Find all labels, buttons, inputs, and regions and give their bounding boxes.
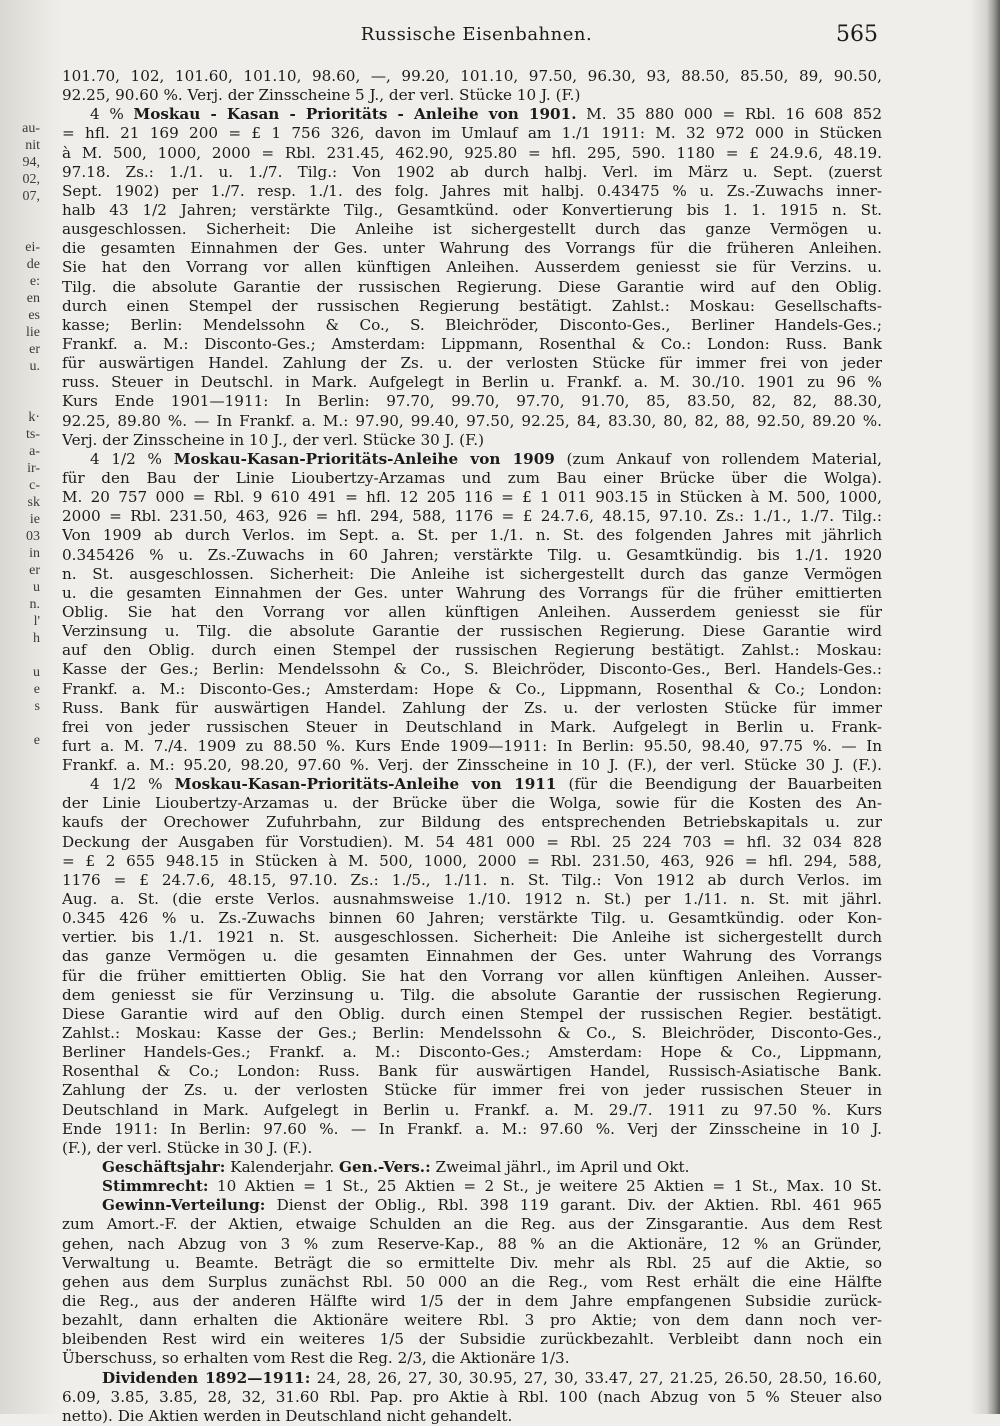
text-line — [62, 718, 882, 737]
text-line — [62, 220, 882, 239]
text-line — [62, 1081, 882, 1100]
text-run: ausgeschlossen. Sicherheit: Die Anleihe ist sichergestellt durch das ganze Vermögen u. — [62, 220, 882, 239]
text-line — [62, 201, 882, 220]
text-line — [62, 890, 882, 909]
text-run: kasse; Berlin: Mendelssohn & Co., S. Bleichröder, Disconto-Ges., Berliner Handels-Ges.; — [62, 315, 882, 334]
text-line — [62, 680, 882, 699]
text-line — [62, 660, 882, 679]
text-run: russ. Steuer in Deutschl. in Mark. Aufgelegt in Berlin u. Frankf. a. M. 30./10. 1901 zu 96 % — [62, 373, 882, 392]
text-line — [62, 1330, 882, 1349]
text-line — [62, 469, 882, 488]
text-run: Überschuss, so erhalten vom Rest die Reg. 2/3, die Aktionäre 1/3. — [62, 1349, 570, 1368]
body-text — [62, 67, 882, 1426]
text-line — [62, 1062, 882, 1081]
text-run: Zweimal jährl., im April und Okt. — [430, 1158, 690, 1177]
text-run: das ganze Vermögen u. die gesamten Einnahmen der Ges. unter Wahrung des Vorrangs — [62, 947, 882, 966]
text-line — [62, 584, 882, 603]
text-run: à M. 500, 1000, 2000 = Rbl. 231.45, 462.90, 925.80 = hfl. 295, 590. 1180 = £ 24.9.6, 48.19. — [62, 143, 882, 162]
margin-fragment: a- — [29, 444, 40, 459]
text-run: 4 1/2 % — [90, 775, 175, 794]
text-run: 6.09, 3.85, 3.85, 28, 32, 31.60 Rbl. Pap. pro Aktie à Rbl. 100 (nach Abzug von 5 % Steuer also — [62, 1387, 882, 1406]
text-line — [62, 86, 882, 105]
margin-fragment — [0, 392, 40, 409]
text-line — [62, 1369, 882, 1388]
section-heading: Dividenden 1892—1911: — [102, 1368, 311, 1387]
text-run: für den Bau der Linie Lioubertzy-Arzamas und zum Bau einer Brücke über die Wolga). — [62, 468, 882, 487]
text-line — [62, 392, 882, 411]
text-run: 0.345 426 % u. Zs.-Zuwachs binnen 60 Jahren; verstärkte Tilg. u. Gesamtkündig. oder Kon- — [62, 909, 882, 928]
margin-fragment: en — [26, 291, 40, 306]
margin-fragment: e — [33, 682, 40, 697]
text-run: dem geniesst sie für Verzinsung u. Tilg. die absolute Garantie der russischen Regierung. — [62, 985, 882, 1004]
margin-fragment: c- — [29, 478, 40, 493]
text-run: die Reg., aus der anderen Hälfte wird 1/5 der in dem Jahre empfangenen Subsidie zurück- — [62, 1292, 882, 1310]
text-run: für auswärtigen Handel. Zahlung der Zs. u. der verlosten Stücke für immer frei von jeder — [62, 354, 882, 373]
text-run: 24, 28, 26, 27, 30, 30.95, 27, 30, 33.47, 27, 21.25, 26.50, 28.50, 16.60, — [310, 1368, 882, 1387]
text-line — [62, 488, 882, 507]
text-run: (F.), der verl. Stücke in 30 J. (F.). — [62, 1138, 313, 1157]
text-run: Sept. 1902) per 1./7. resp. 1./1. des folg. Jahres mit halbj. 0.43475 % u. Zs.-Zuwachs inner- — [62, 181, 882, 200]
text-run: 1176 = £ 24.7.6, 48.15, 97.10. Zs.: 1./5., 1./11. n. St. Tilg.: Von 1912 ab durch Verlos. im — [62, 870, 882, 889]
text-run: auf den Oblig. durch einen Stempel der russischen Regierung bestätigt. Zahlst.: Moskau: — [62, 641, 882, 660]
margin-fragment: 94, — [22, 155, 40, 170]
text-line — [62, 526, 882, 545]
text-line — [62, 947, 882, 966]
text-line — [62, 297, 882, 316]
text-run: 92.25, 89.80 %. — In Frankf. a. M.: 97.90, 99.40, 97.50, 92.25, 84, 83.30, 80, 82, 88, 92.50, 89.20 %. — [62, 411, 882, 430]
text-run: Russ. Bank für auswärtigen Handel. Zahlung der Zs. u. der verlosten Stücke für immer — [62, 698, 882, 717]
text-run: Frankf. a. M.: Disconto-Ges.; Amsterdam: Lippmann, Rosenthal & Co.: London: Russ. Bank — [62, 334, 882, 353]
text-line — [62, 756, 882, 775]
margin-fragment: u — [33, 580, 40, 595]
text-line — [62, 278, 882, 297]
text-run: 97.18. Zs.: 1./1. u. 1./7. Tilg.: Von 1902 ab durch halbj. Verl. im März u. Sept. (zuerst — [62, 162, 882, 181]
margin-fragment: de — [26, 257, 40, 272]
text-line — [62, 105, 882, 124]
margin-fragment: u — [33, 665, 40, 680]
text-run: Verwaltung u. Beamte. Beträgt die so ermittelte Div. mehr als Rbl. 25 auf die Aktie, so — [62, 1253, 882, 1272]
text-run: furt a. M. 7./4. 1909 zu 88.50 %. Kurs Ende 1909—1911: In Berlin: 95.50, 98.40, 97.75 %. — In — [62, 736, 882, 755]
margin-fragment — [0, 222, 40, 239]
text-line — [62, 622, 882, 641]
text-line — [62, 182, 882, 201]
adjacent-page-margin-fragments — [0, 120, 40, 749]
text-run: Kalenderjahr. — [225, 1158, 340, 1177]
margin-fragment: 02, — [22, 172, 40, 187]
text-run: halb 43 1/2 Jahren; verstärkte Tilg., Gesamtkünd. oder Konvertierung bis 1. 1. 1915 n. St. — [62, 200, 882, 219]
margin-fragment — [0, 647, 40, 664]
text-run: Frankf. a. M.: 95.20, 98.20, 97.60 %. Verj. der Zinsscheine in 10 J. (F.), der verl. Stücke 30 J. (F.). — [62, 756, 882, 775]
text-run: = £ 2 655 948.15 in Stücken à M. 500, 1000, 2000 = Rbl. 231.50, 463, 926 = hfl. 294, 588, — [62, 851, 882, 870]
margin-fragment — [0, 715, 40, 732]
text-run: für die früher emittierten Oblig. Sie hat den Vorrang vor allen künftigen Anleihen. Ausser- — [62, 966, 882, 985]
text-line — [62, 833, 882, 852]
text-run: gehen, nach Abzug von 3 % zum Reserve-Kap., 88 % an die Aktionäre, 12 % an Gründer, — [62, 1234, 882, 1253]
text-run: Deckung der Ausgaben für Vorstudien). M. 54 481 000 = Rbl. 25 224 703 = hfl. 32 034 828 — [62, 832, 882, 851]
text-run: 101.70, 102, 101.60, 101.10, 98.60, —, 99.20, 101.10, 97.50, 96.30, 93, 88.50, 85.50, 89, 90.50, — [62, 67, 882, 85]
text-line — [62, 737, 882, 756]
text-run: Sie hat den Vorrang vor allen künftigen Anleihen. Ausserdem geniesst sie für Verzins. u. — [62, 258, 882, 277]
section-heading: Geschäftsjahr: — [102, 1158, 226, 1177]
margin-fragment: nit — [25, 138, 40, 153]
text-run: 4 % — [90, 105, 134, 124]
margin-fragment: er — [29, 563, 40, 578]
margin-fragment: lie — [26, 325, 40, 340]
text-run: die gesamten Einnahmen der Ges. unter Wahrung des Vorrangs für die früheren Anleihen. — [62, 239, 882, 258]
text-line — [62, 412, 882, 431]
text-run: 2000 = Rbl. 231.50, 463, 926 = hfl. 294, 588, 1176 = £ 24.7.6, 48.15, 97.10. Zs.: 1./1., 1./7. Tilg.: — [62, 507, 882, 526]
text-run: bleibenden Rest wird ein weiteres 1/5 der Subsidie zurückbezahlt. Verbleibt dann noch ein — [62, 1330, 882, 1349]
text-line — [62, 67, 882, 86]
text-line — [62, 144, 882, 163]
section-heading: Moskau-Kasan-Prioritäts-Anleihe von 1909 — [173, 449, 555, 468]
margin-fragment: h — [33, 631, 40, 646]
text-run: Dienst der Oblig., Rbl. 398 119 garant. Div. der Aktien. Rbl. 461 965 — [265, 1196, 882, 1215]
text-run: Deutschland in Mark. Aufgelegt in Berlin u. Frankf. a. M. 29./7. 1911 zu 97.50 %. Kurs — [62, 1100, 882, 1119]
text-line — [62, 546, 882, 565]
text-run: n. St. ausgeschlossen. Sicherheit: Die Anleihe ist sichergestellt durch das ganze Vermögen — [62, 564, 882, 583]
text-run: 4 1/2 % — [90, 449, 174, 468]
text-line — [62, 335, 882, 354]
text-line — [62, 354, 882, 373]
text-run: Zahlst.: Moskau: Kasse der Ges.; Berlin: Mendelssohn & Co., S. Bleichröder, Disconto-Ges., — [62, 1024, 882, 1043]
text-line — [62, 1273, 882, 1292]
text-line — [62, 699, 882, 718]
margin-fragment: 07, — [22, 189, 40, 204]
text-line — [62, 1388, 882, 1407]
page-number: 565 — [836, 22, 878, 47]
text-line — [62, 986, 882, 1005]
text-line — [62, 239, 882, 258]
margin-fragment: au- — [22, 121, 40, 136]
margin-fragment: e — [33, 733, 40, 748]
text-line — [62, 163, 882, 182]
text-line — [62, 316, 882, 335]
margin-fragment: e: — [29, 274, 40, 289]
running-title: Russische Eisenbahnen. — [360, 24, 593, 45]
text-run: Tilg. die absolute Garantie der russischen Regierung. Diese Garantie wird auf den Oblig. — [62, 277, 882, 296]
text-run: durch einen Stempel der russischen Regierung bestätigt. Zahlst.: Moskau: Gesellschafts- — [62, 296, 882, 315]
text-run: Rosenthal & Co.; London: Russ. Bank für auswärtigen Handel, Russisch-Asiatische Bank. — [62, 1062, 882, 1081]
margin-fragment: es — [28, 308, 40, 323]
text-run: Diese Garantie wird auf den Oblig. durch einen Stempel der russischen Regier. bestätigt. — [62, 1004, 882, 1023]
text-line — [62, 1311, 882, 1330]
text-line — [62, 1043, 882, 1062]
text-line — [62, 928, 882, 947]
text-run: Zahlung der Zs. u. der verlosten Stücke für immer frei von jeder russischen Steuer in — [62, 1081, 882, 1100]
margin-fragment — [0, 205, 40, 222]
margin-fragment: s — [34, 699, 40, 714]
text-run: 10 Aktien = 1 St., 25 Aktien = 2 St., je weitere 25 Aktien = 1 St., Max. 10 St. — [208, 1177, 882, 1196]
text-line — [62, 1101, 882, 1120]
text-run: Frankf. a. M.: Disconto-Ges.; Amsterdam: Hope & Co., Lippmann, Rosenthal & Co.; London: — [62, 679, 882, 698]
text-line — [62, 871, 882, 890]
margin-fragment: u. — [29, 359, 40, 374]
text-run: u. die gesamten Einnahmen der Ges. unter Wahrung des Vorrangs für die früher emittierten — [62, 583, 882, 602]
text-line — [62, 258, 882, 277]
text-run: 0.345426 % u. Zs.-Zuwachs in 60 Jahren; verstärkte Tilg. u. Gesamtkündig. bis 1./1. 1920 — [62, 545, 882, 564]
text-run: Kasse der Ges.; Berlin: Mendelssohn & Co., S. Bleichröder, Disconto-Ges., Berl. Handels-Ges.: — [62, 660, 882, 679]
section-heading: Gewinn-Verteilung: — [102, 1196, 266, 1215]
text-run: Verj. der Zinsscheine in 10 J., der verl. Stücke 30 J. (F.) — [62, 430, 485, 449]
text-line — [62, 775, 882, 794]
text-line — [62, 450, 882, 469]
text-line — [62, 641, 882, 660]
margin-fragment: er — [29, 342, 40, 357]
margin-fragment — [0, 375, 40, 392]
text-run: netto). Die Aktien werden in Deutschland nicht gehandelt. — [62, 1406, 513, 1425]
text-run: zum Amort.-F. der Aktien, etwaige Schulden an die Reg. aus der Zinsgarantie. Aus dem Rest — [62, 1215, 882, 1234]
margin-fragment: l' — [33, 614, 40, 629]
text-line — [62, 813, 882, 832]
text-line — [62, 1215, 882, 1234]
text-run: 92.25, 90.60 %. Verj. der Zinsscheine 5 J., der verl. Stücke 10 J. (F.) — [62, 86, 581, 105]
text-run: gehen aus dem Surplus zunächst Rbl. 50 000 an die Reg., vom Rest erhält die eine Hälfte — [62, 1272, 882, 1291]
section-heading: Stimmrecht: — [102, 1177, 209, 1196]
text-run: frei von jeder russischen Steuer in Deutschland in Mark. Aufgelegt in Berlin u. Frank- — [62, 717, 882, 736]
text-line — [62, 1024, 882, 1043]
text-run: (zum Ankauf von rollendem Material, — [554, 449, 882, 468]
text-run: M. 35 880 000 = Rbl. 16 608 852 — [576, 105, 882, 124]
text-run: bezahlt, dann erhalten die Aktionäre weitere Rbl. 3 pro Aktie; von dem dann noch ver- — [62, 1311, 882, 1330]
text-line — [62, 603, 882, 622]
text-line — [62, 431, 882, 450]
section-heading: Gen.-Vers.: — [339, 1158, 431, 1177]
text-line — [62, 124, 882, 143]
text-run: Verzinsung u. Tilg. die absolute Garantie der russischen Regierung. Diese Garantie wird — [62, 622, 882, 641]
text-line — [62, 909, 882, 928]
text-run: kaufs der Orechower Zufuhrbahn, zur Bildung des entsprechenden Betriebskapitals u. zur — [62, 813, 882, 832]
text-line — [62, 1158, 882, 1177]
page-header — [75, 24, 878, 50]
margin-fragment: sk — [27, 495, 40, 510]
text-line — [62, 1254, 882, 1273]
text-line — [62, 1139, 882, 1158]
text-run: Von 1909 ab durch Verlos. im Sept. a. St. per 1./1. n. St. des folgenden Jahres mit jährlich — [62, 526, 882, 545]
margin-fragment: ir- — [27, 461, 40, 476]
margin-fragment: ie — [29, 512, 40, 527]
scan-edge-right — [970, 0, 1000, 1414]
text-run: = hfl. 21 169 200 = £ 1 756 326, davon im Umlauf am 1./1 1911: M. 32 972 000 in Stücken — [62, 124, 882, 143]
margin-fragment: n. — [29, 597, 40, 612]
text-run: Ende 1911: In Berlin: 97.60 %. — In Frankf. a. M.: 97.60 %. Verj der Zinsscheine in 10 J. — [62, 1119, 882, 1138]
text-line — [62, 1235, 882, 1254]
margin-fragment: ei- — [25, 240, 40, 255]
text-line — [62, 967, 882, 986]
text-run: vertier. bis 1./1. 1921 n. St. ausgeschlossen. Sicherheit: Die Anleihe ist sichergestellt durch — [62, 928, 882, 947]
text-run: der Linie Lioubertzy-Arzamas u. der Brücke über die Wolga, sowie für die Kosten des An- — [62, 794, 882, 813]
text-line — [62, 373, 882, 392]
text-line — [62, 1196, 882, 1215]
text-line — [62, 1407, 882, 1426]
text-line — [62, 565, 882, 584]
text-line — [62, 1349, 882, 1368]
section-heading: Moskau-Kasan-Prioritäts-Anleihe von 1911 — [174, 775, 557, 794]
text-line — [62, 1005, 882, 1024]
text-run: Kurs Ende 1901—1911: In Berlin: 97.70, 99.70, 97.70, 91.70, 85, 83.50, 82, 82, 88.30, — [62, 392, 882, 411]
text-run: (für die Beendigung der Bauarbeiten — [556, 775, 882, 794]
text-run: M. 20 757 000 = Rbl. 9 610 491 = hfl. 12 205 116 = £ 1 011 903.15 in Stücken à M. 500, 1000, — [62, 488, 882, 507]
text-line — [62, 852, 882, 871]
text-line — [62, 1120, 882, 1139]
margin-fragment: k· — [28, 410, 40, 425]
text-line — [62, 1177, 882, 1196]
margin-fragment: in — [29, 546, 40, 561]
text-line — [62, 507, 882, 526]
text-run: Oblig. Sie hat den Vorrang vor allen künftigen Anleihen. Ausserdem geniesst sie für — [62, 602, 882, 621]
section-heading: Moskau - Kasan - Prioritäts - Anleihe von 1901. — [133, 105, 577, 124]
text-run: Aug. a. St. (die erste Verlos. ausnahmsweise 1./10. 1912 n. St.) per 1./11. n. St. mit jährl. — [62, 890, 882, 909]
text-line — [62, 794, 882, 813]
margin-fragment: ts- — [26, 427, 40, 442]
margin-fragment: 03 — [26, 529, 40, 544]
text-line — [62, 1292, 882, 1311]
text-run: Berliner Handels-Ges.; Frankf. a. M.: Disconto-Ges.; Amsterdam: Hope & Co., Lippmann, — [62, 1043, 882, 1062]
